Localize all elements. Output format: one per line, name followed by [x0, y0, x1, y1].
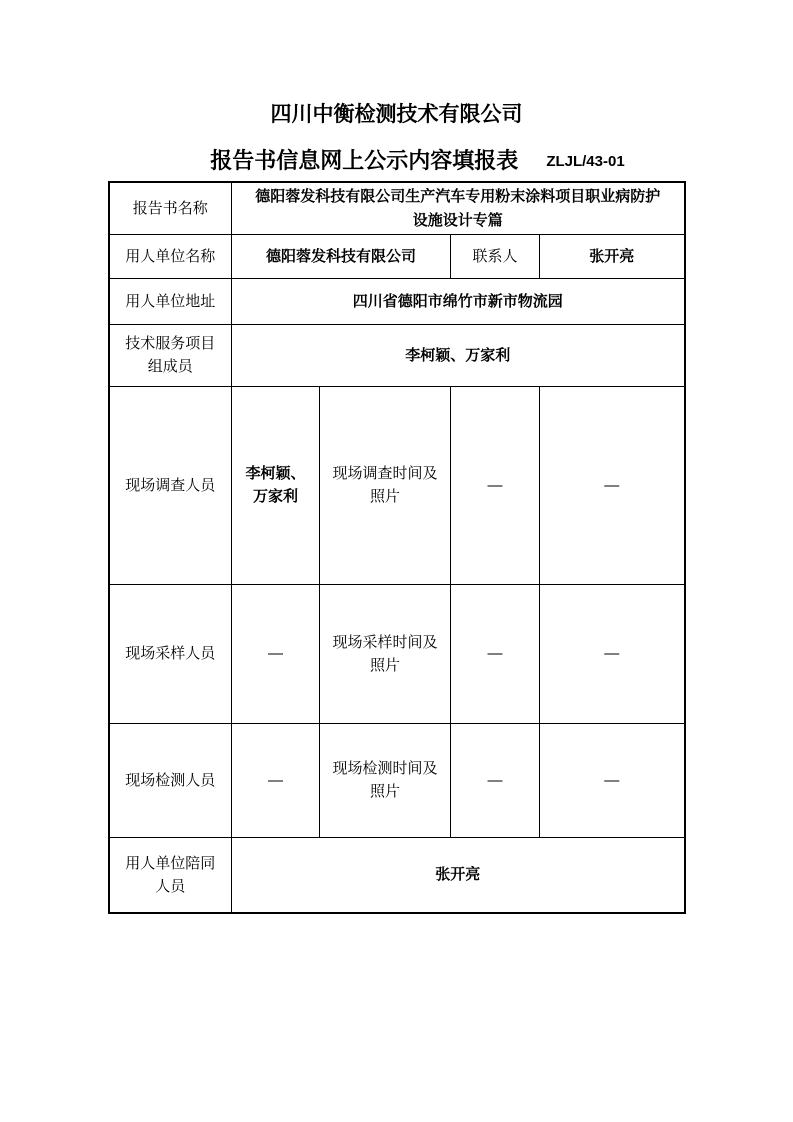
testing-personnel-label: 现场检测人员: [125, 771, 216, 789]
sampling-time-photo-label-cell: [320, 584, 451, 723]
employer-name-label: 用人单位名称: [125, 247, 216, 265]
survey-personnel-label-cell: [109, 386, 232, 584]
sampling-time-cell: [451, 584, 540, 723]
employer-address-value: 四川省德阳市绵竹市新市物流园: [352, 292, 563, 310]
testing-personnel-dash: —: [268, 771, 283, 789]
form-code: ZLJL/43-01: [546, 152, 625, 170]
row-report-name: [109, 182, 685, 234]
row-employer-name: [109, 234, 685, 278]
testing-photo-dash: —: [604, 771, 620, 789]
survey-photo-dash: —: [604, 476, 620, 494]
employer-address-label-cell: [109, 278, 232, 324]
survey-photo-cell: [540, 386, 685, 584]
sampling-photo-cell: [540, 584, 685, 723]
accompanying-personnel-label-cell: [109, 837, 232, 913]
contact-value-cell: [540, 234, 685, 278]
survey-time-dash: —: [487, 476, 503, 494]
sampling-personnel-dash: —: [268, 645, 283, 663]
company-title: 四川中衡检测技术有限公司: [270, 103, 523, 126]
testing-personnel-label-cell: [109, 723, 232, 837]
testing-personnel-value-cell: [232, 723, 320, 837]
employer-address-value-cell: [232, 278, 685, 324]
sampling-time-dash: —: [487, 645, 503, 663]
testing-time-photo-label-cell: [320, 723, 451, 837]
survey-personnel-value: 李柯颖、万家利: [245, 465, 306, 506]
project-team-value-cell: [232, 324, 685, 386]
testing-time-photo-label: 现场检测时间及照片: [332, 760, 438, 801]
report-info-table: [108, 181, 686, 914]
contact-label-cell: [451, 234, 540, 278]
row-survey-personnel: [109, 386, 685, 584]
project-team-label: 技术服务项目组成员: [125, 335, 216, 376]
form-title: 报告书信息网上公示内容填报表: [210, 148, 519, 174]
employer-name-value-cell: [232, 234, 451, 278]
report-name-value-cell: [232, 182, 685, 234]
employer-address-label: 用人单位地址: [125, 292, 216, 310]
survey-personnel-label: 现场调查人员: [125, 476, 216, 494]
project-team-value: 李柯颖、万家利: [405, 346, 511, 364]
row-project-team: [109, 324, 685, 386]
employer-name-label-cell: [109, 234, 232, 278]
contact-label: 联系人: [472, 247, 518, 265]
sampling-personnel-label-cell: [109, 584, 232, 723]
row-accompanying-personnel: [109, 837, 685, 913]
report-name-label-cell: [109, 182, 232, 234]
employer-name-value: 德阳蓉发科技有限公司: [265, 247, 416, 265]
testing-photo-cell: [540, 723, 685, 837]
project-team-label-cell: [109, 324, 232, 386]
sampling-personnel-value-cell: [232, 584, 320, 723]
survey-time-cell: [451, 386, 540, 584]
row-employer-address: [109, 278, 685, 324]
report-name-value: 德阳蓉发科技有限公司生产汽车专用粉末涂料项目职业病防护设施设计专篇: [255, 188, 661, 229]
row-testing-personnel: [109, 723, 685, 837]
survey-personnel-value-cell: [232, 386, 320, 584]
contact-value: 张开亮: [589, 247, 635, 265]
accompanying-personnel-value-cell: [232, 837, 685, 913]
testing-time-dash: —: [487, 771, 503, 789]
sampling-time-photo-label: 现场采样时间及照片: [332, 633, 438, 674]
accompanying-personnel-label: 用人单位陪同人员: [125, 854, 216, 896]
testing-time-cell: [451, 723, 540, 837]
survey-time-photo-label: 现场调查时间及照片: [332, 465, 438, 506]
report-name-label: 报告书名称: [132, 199, 208, 217]
accompanying-personnel-value: 张开亮: [435, 866, 481, 884]
sampling-personnel-label: 现场采样人员: [125, 645, 216, 663]
survey-time-photo-label-cell: [320, 386, 451, 584]
sampling-photo-dash: —: [604, 645, 620, 663]
form-title-row: [21, 149, 793, 173]
row-sampling-personnel: [109, 584, 685, 723]
